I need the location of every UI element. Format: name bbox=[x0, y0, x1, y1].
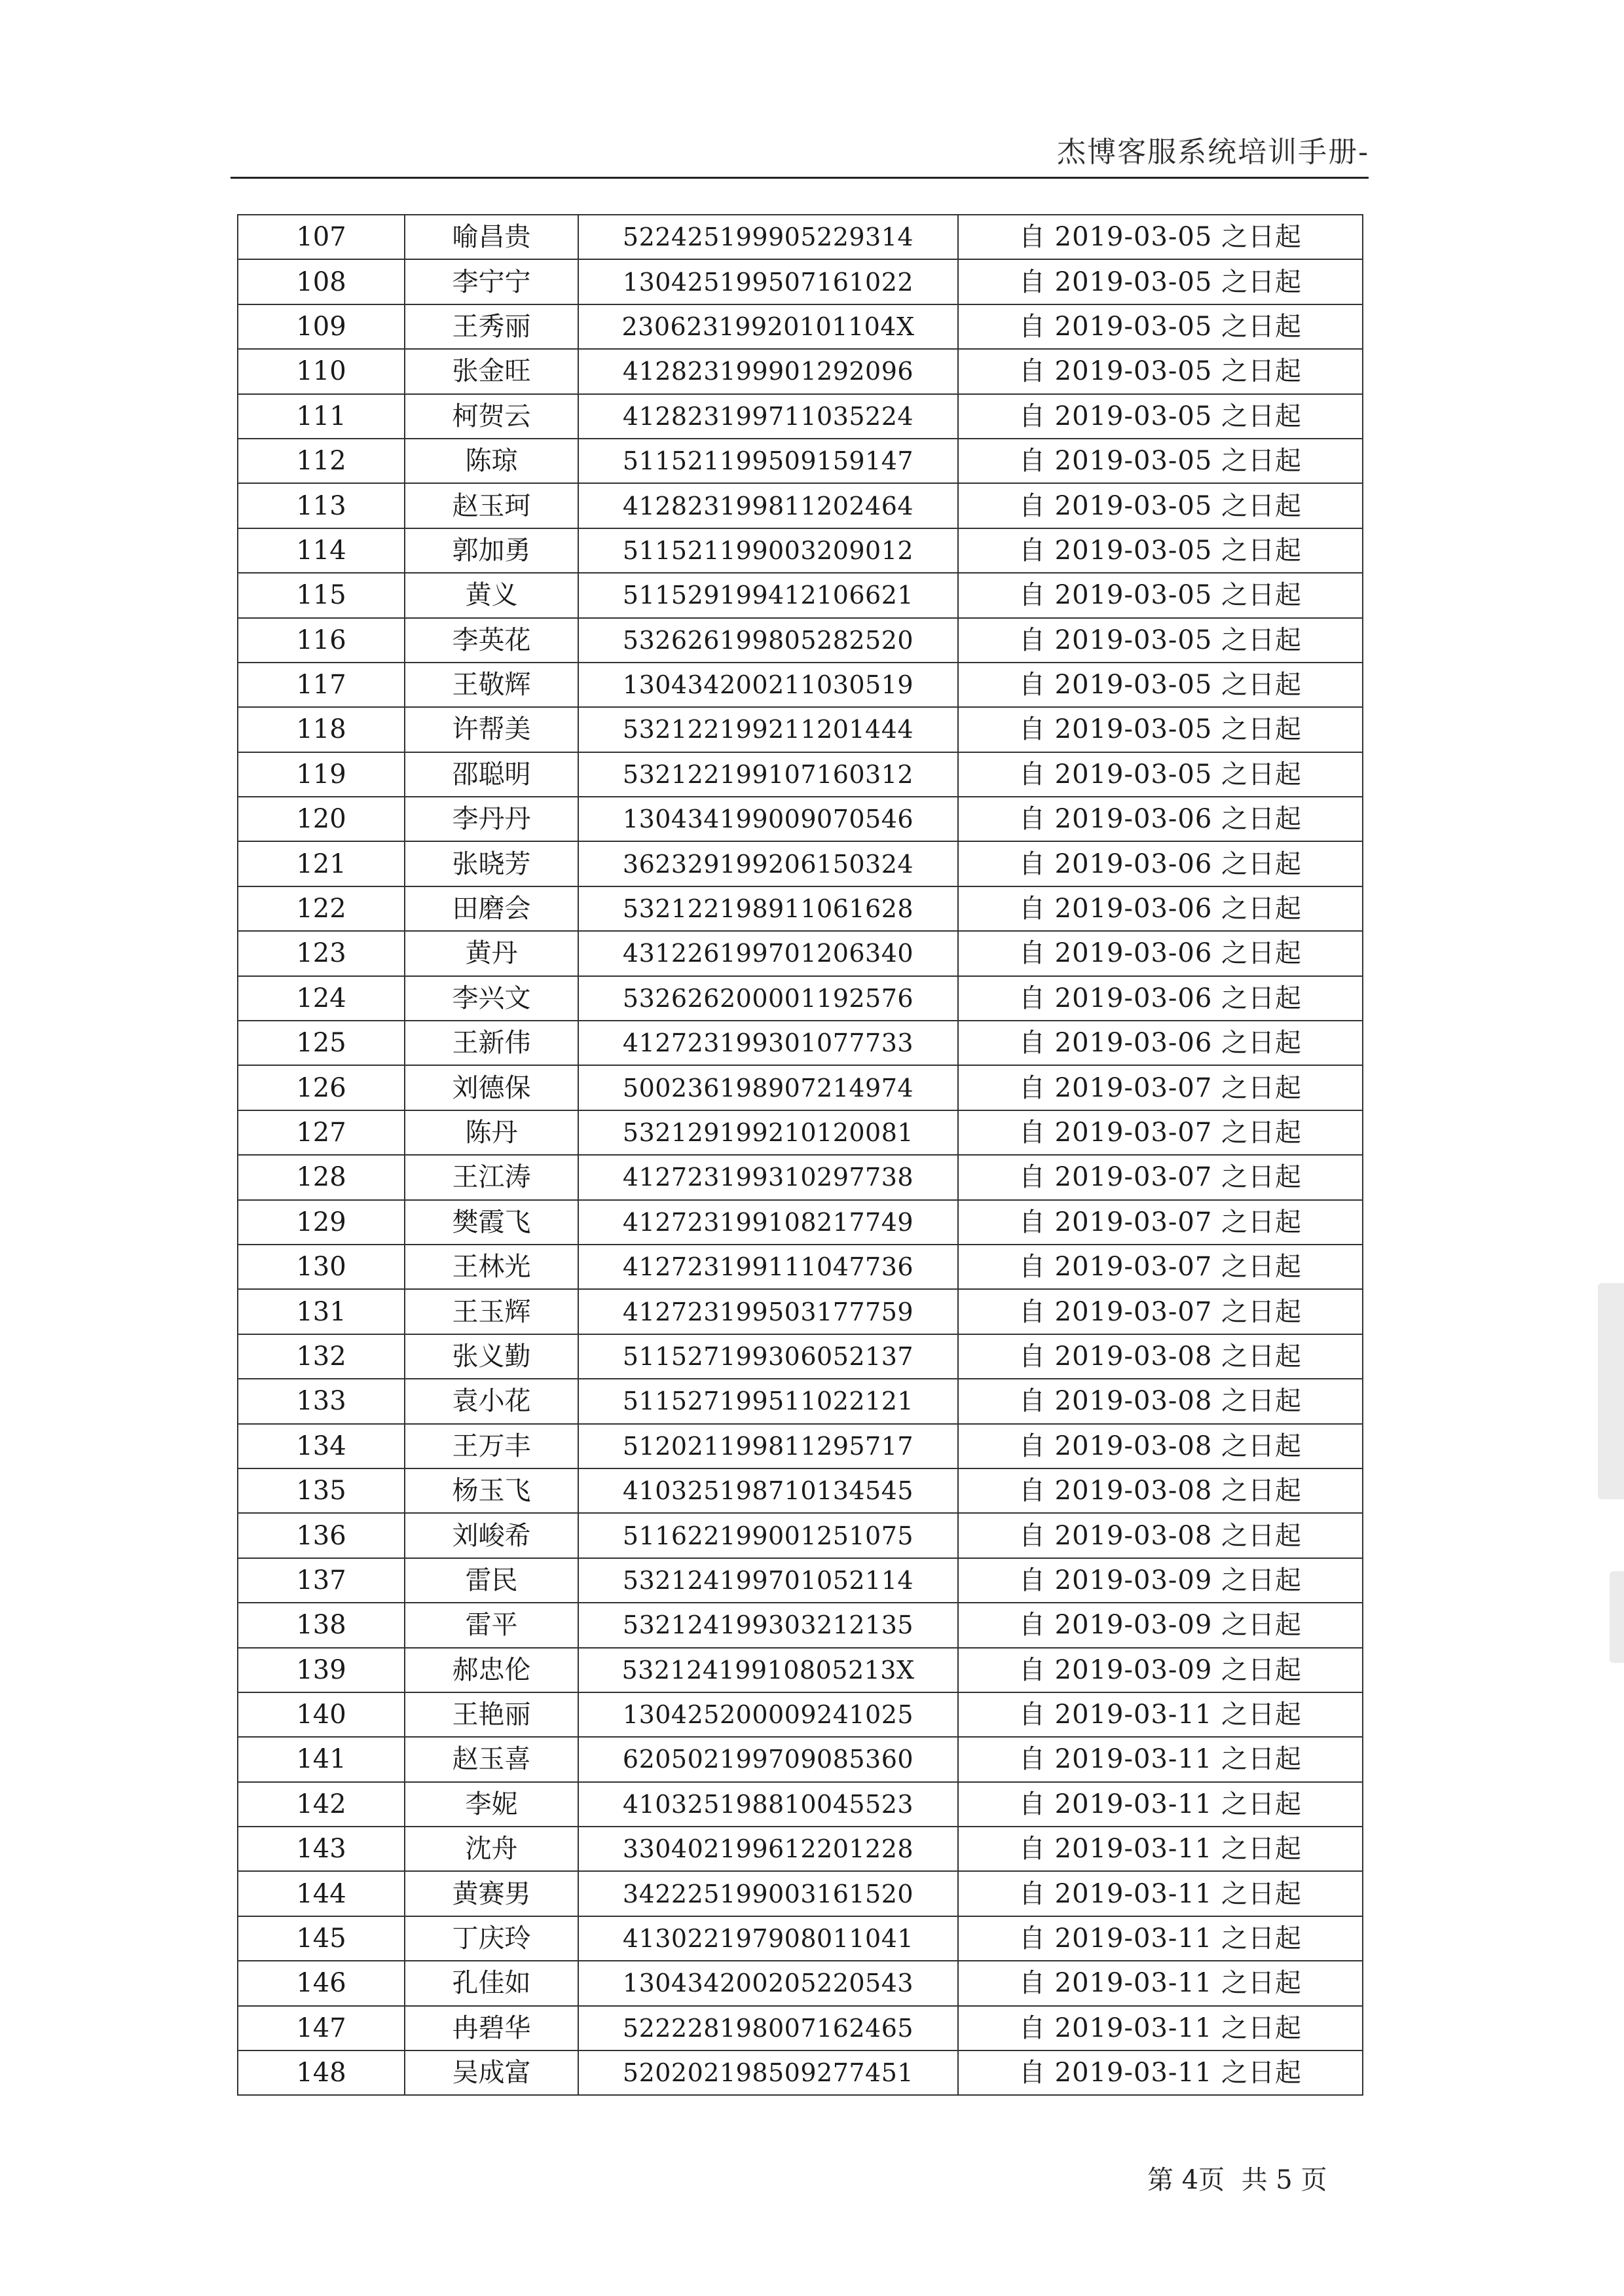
id-number-cell: 410325198810045523 bbox=[578, 1782, 958, 1827]
name-cell: 李英花 bbox=[405, 618, 578, 663]
id-number-cell: 511521199003209012 bbox=[578, 528, 958, 573]
start-date-cell: 自 2019-03-06 之日起 bbox=[958, 886, 1363, 931]
name-cell: 王玉辉 bbox=[405, 1289, 578, 1334]
name-cell: 冉碧华 bbox=[405, 2006, 578, 2050]
row-number-cell: 127 bbox=[238, 1110, 405, 1155]
id-number-cell: 412823199811202464 bbox=[578, 483, 958, 528]
table-row bbox=[238, 931, 1363, 975]
row-number-cell: 142 bbox=[238, 1782, 405, 1827]
start-date-cell: 自 2019-03-05 之日起 bbox=[958, 394, 1363, 439]
id-number-cell: 532129199210120081 bbox=[578, 1110, 958, 1155]
table-row bbox=[238, 528, 1363, 573]
id-number-cell: 23062319920101104X bbox=[578, 304, 958, 349]
name-cell: 喻昌贵 bbox=[405, 215, 578, 259]
row-number-cell: 145 bbox=[238, 1916, 405, 1961]
table-row bbox=[238, 1603, 1363, 1647]
start-date-cell: 自 2019-03-09 之日起 bbox=[958, 1603, 1363, 1647]
name-cell: 许帮美 bbox=[405, 707, 578, 752]
start-date-cell: 自 2019-03-08 之日起 bbox=[958, 1468, 1363, 1513]
id-number-cell: 410325198710134545 bbox=[578, 1468, 958, 1513]
start-date-cell: 自 2019-03-11 之日起 bbox=[958, 1737, 1363, 1781]
name-cell: 张晓芳 bbox=[405, 841, 578, 886]
row-number-cell: 117 bbox=[238, 663, 405, 707]
name-cell: 樊霞飞 bbox=[405, 1200, 578, 1245]
name-cell: 沈舟 bbox=[405, 1827, 578, 1871]
start-date-cell: 自 2019-03-11 之日起 bbox=[958, 1782, 1363, 1827]
name-cell: 黄赛男 bbox=[405, 1871, 578, 1916]
table-row bbox=[238, 1424, 1363, 1468]
row-number-cell: 144 bbox=[238, 1871, 405, 1916]
table-row bbox=[238, 1648, 1363, 1692]
table-row bbox=[238, 259, 1363, 304]
table-row bbox=[238, 1021, 1363, 1065]
name-cell: 陈丹 bbox=[405, 1110, 578, 1155]
row-number-cell: 133 bbox=[238, 1379, 405, 1423]
document-title: 杰博客服系统培训手册- bbox=[1057, 136, 1369, 169]
row-number-cell: 122 bbox=[238, 886, 405, 931]
name-cell: 刘峻希 bbox=[405, 1513, 578, 1558]
table-row bbox=[238, 483, 1363, 528]
start-date-cell: 自 2019-03-06 之日起 bbox=[958, 976, 1363, 1021]
table-row bbox=[238, 1513, 1363, 1558]
id-number-cell: 412723199301077733 bbox=[578, 1021, 958, 1065]
id-number-cell: 412723199503177759 bbox=[578, 1289, 958, 1334]
table-row bbox=[238, 215, 1363, 259]
id-number-cell: 342225199003161520 bbox=[578, 1871, 958, 1916]
name-cell: 黄义 bbox=[405, 573, 578, 617]
id-number-cell: 532122198911061628 bbox=[578, 886, 958, 931]
start-date-cell: 自 2019-03-06 之日起 bbox=[958, 797, 1363, 841]
row-number-cell: 129 bbox=[238, 1200, 405, 1245]
table-row bbox=[238, 349, 1363, 393]
row-number-cell: 148 bbox=[238, 2050, 405, 2095]
id-number-cell: 130434200211030519 bbox=[578, 663, 958, 707]
start-date-cell: 自 2019-03-11 之日起 bbox=[958, 2006, 1363, 2050]
table-row bbox=[238, 663, 1363, 707]
id-number-cell: 412723199111047736 bbox=[578, 1245, 958, 1289]
table-row bbox=[238, 1468, 1363, 1513]
name-cell: 王万丰 bbox=[405, 1424, 578, 1468]
table-row bbox=[238, 2050, 1363, 2095]
name-cell: 李丹丹 bbox=[405, 797, 578, 841]
table-row bbox=[238, 1065, 1363, 1110]
row-number-cell: 124 bbox=[238, 976, 405, 1021]
id-number-cell: 413022197908011041 bbox=[578, 1916, 958, 1961]
id-number-cell: 522425199905229314 bbox=[578, 215, 958, 259]
table-row bbox=[238, 618, 1363, 663]
name-cell: 田磨会 bbox=[405, 886, 578, 931]
row-number-cell: 111 bbox=[238, 394, 405, 439]
row-number-cell: 118 bbox=[238, 707, 405, 752]
header-divider bbox=[231, 177, 1369, 179]
row-number-cell: 121 bbox=[238, 841, 405, 886]
start-date-cell: 自 2019-03-08 之日起 bbox=[958, 1379, 1363, 1423]
name-cell: 王敬辉 bbox=[405, 663, 578, 707]
table-row bbox=[238, 1827, 1363, 1871]
start-date-cell: 自 2019-03-11 之日起 bbox=[958, 1871, 1363, 1916]
name-cell: 赵玉珂 bbox=[405, 483, 578, 528]
id-number-cell: 511529199412106621 bbox=[578, 573, 958, 617]
start-date-cell: 自 2019-03-05 之日起 bbox=[958, 752, 1363, 797]
start-date-cell: 自 2019-03-05 之日起 bbox=[958, 439, 1363, 483]
start-date-cell: 自 2019-03-11 之日起 bbox=[958, 1916, 1363, 1961]
start-date-cell: 自 2019-03-07 之日起 bbox=[958, 1155, 1363, 1199]
name-cell: 吴成富 bbox=[405, 2050, 578, 2095]
start-date-cell: 自 2019-03-08 之日起 bbox=[958, 1513, 1363, 1558]
row-number-cell: 140 bbox=[238, 1692, 405, 1737]
name-cell: 邵聪明 bbox=[405, 752, 578, 797]
id-number-cell: 412723199310297738 bbox=[578, 1155, 958, 1199]
table-row bbox=[238, 1782, 1363, 1827]
start-date-cell: 自 2019-03-07 之日起 bbox=[958, 1110, 1363, 1155]
id-number-cell: 500236198907214974 bbox=[578, 1065, 958, 1110]
start-date-cell: 自 2019-03-07 之日起 bbox=[958, 1245, 1363, 1289]
name-cell: 王林光 bbox=[405, 1245, 578, 1289]
table-row bbox=[238, 1961, 1363, 2005]
name-cell: 杨玉飞 bbox=[405, 1468, 578, 1513]
row-number-cell: 125 bbox=[238, 1021, 405, 1065]
scan-artifact bbox=[1610, 1571, 1624, 1663]
name-cell: 张金旺 bbox=[405, 349, 578, 393]
row-number-cell: 130 bbox=[238, 1245, 405, 1289]
name-cell: 雷民 bbox=[405, 1558, 578, 1603]
row-number-cell: 132 bbox=[238, 1334, 405, 1379]
name-cell: 王秀丽 bbox=[405, 304, 578, 349]
id-number-cell: 412823199711035224 bbox=[578, 394, 958, 439]
row-number-cell: 135 bbox=[238, 1468, 405, 1513]
name-cell: 柯贺云 bbox=[405, 394, 578, 439]
table-row bbox=[238, 1155, 1363, 1199]
table-row bbox=[238, 1916, 1363, 1961]
name-cell: 王艳丽 bbox=[405, 1692, 578, 1737]
id-number-cell: 532124199701052114 bbox=[578, 1558, 958, 1603]
start-date-cell: 自 2019-03-05 之日起 bbox=[958, 663, 1363, 707]
table-row bbox=[238, 976, 1363, 1021]
name-cell: 王新伟 bbox=[405, 1021, 578, 1065]
id-number-cell: 520202198509277451 bbox=[578, 2050, 958, 2095]
row-number-cell: 136 bbox=[238, 1513, 405, 1558]
start-date-cell: 自 2019-03-05 之日起 bbox=[958, 707, 1363, 752]
id-number-cell: 130425199507161022 bbox=[578, 259, 958, 304]
id-number-cell: 130425200009241025 bbox=[578, 1692, 958, 1737]
table-row bbox=[238, 841, 1363, 886]
row-number-cell: 126 bbox=[238, 1065, 405, 1110]
row-number-cell: 114 bbox=[238, 528, 405, 573]
start-date-cell: 自 2019-03-06 之日起 bbox=[958, 841, 1363, 886]
id-number-cell: 532626200001192576 bbox=[578, 976, 958, 1021]
row-number-cell: 119 bbox=[238, 752, 405, 797]
start-date-cell: 自 2019-03-08 之日起 bbox=[958, 1334, 1363, 1379]
table-row bbox=[238, 394, 1363, 439]
table-row bbox=[238, 886, 1363, 931]
table-row bbox=[238, 2006, 1363, 2050]
table-row bbox=[238, 304, 1363, 349]
id-number-cell: 412823199901292096 bbox=[578, 349, 958, 393]
name-cell: 雷平 bbox=[405, 1603, 578, 1647]
table-row bbox=[238, 439, 1363, 483]
start-date-cell: 自 2019-03-05 之日起 bbox=[958, 349, 1363, 393]
start-date-cell: 自 2019-03-07 之日起 bbox=[958, 1289, 1363, 1334]
page-number: 第 4页 共 5 页 bbox=[1147, 2165, 1327, 2195]
id-number-cell: 511521199509159147 bbox=[578, 439, 958, 483]
id-number-cell: 330402199612201228 bbox=[578, 1827, 958, 1871]
id-number-cell: 130434199009070546 bbox=[578, 797, 958, 841]
row-number-cell: 147 bbox=[238, 2006, 405, 2050]
row-number-cell: 123 bbox=[238, 931, 405, 975]
name-cell: 郭加勇 bbox=[405, 528, 578, 573]
row-number-cell: 146 bbox=[238, 1961, 405, 2005]
row-number-cell: 108 bbox=[238, 259, 405, 304]
row-number-cell: 107 bbox=[238, 215, 405, 259]
table-row bbox=[238, 1289, 1363, 1334]
name-cell: 赵玉喜 bbox=[405, 1737, 578, 1781]
start-date-cell: 自 2019-03-05 之日起 bbox=[958, 215, 1363, 259]
start-date-cell: 自 2019-03-05 之日起 bbox=[958, 573, 1363, 617]
id-number-cell: 53212419910805213X bbox=[578, 1648, 958, 1692]
row-number-cell: 128 bbox=[238, 1155, 405, 1199]
row-number-cell: 143 bbox=[238, 1827, 405, 1871]
id-number-cell: 532122199211201444 bbox=[578, 707, 958, 752]
row-number-cell: 110 bbox=[238, 349, 405, 393]
start-date-cell: 自 2019-03-09 之日起 bbox=[958, 1648, 1363, 1692]
id-number-cell: 532122199107160312 bbox=[578, 752, 958, 797]
start-date-cell: 自 2019-03-11 之日起 bbox=[958, 2050, 1363, 2095]
start-date-cell: 自 2019-03-11 之日起 bbox=[958, 1827, 1363, 1871]
row-number-cell: 137 bbox=[238, 1558, 405, 1603]
table-row bbox=[238, 573, 1363, 617]
id-number-cell: 532626199805282520 bbox=[578, 618, 958, 663]
table-row bbox=[238, 1871, 1363, 1916]
name-cell: 张义勤 bbox=[405, 1334, 578, 1379]
row-number-cell: 138 bbox=[238, 1603, 405, 1647]
table-row bbox=[238, 1334, 1363, 1379]
name-cell: 李兴文 bbox=[405, 976, 578, 1021]
id-number-cell: 512021199811295717 bbox=[578, 1424, 958, 1468]
name-cell: 李宁宁 bbox=[405, 259, 578, 304]
name-cell: 陈琼 bbox=[405, 439, 578, 483]
start-date-cell: 自 2019-03-08 之日起 bbox=[958, 1424, 1363, 1468]
start-date-cell: 自 2019-03-07 之日起 bbox=[958, 1065, 1363, 1110]
id-number-cell: 412723199108217749 bbox=[578, 1200, 958, 1245]
start-date-cell: 自 2019-03-06 之日起 bbox=[958, 1021, 1363, 1065]
scan-artifact bbox=[1598, 1283, 1624, 1499]
table-row bbox=[238, 752, 1363, 797]
table-row bbox=[238, 1245, 1363, 1289]
start-date-cell: 自 2019-03-06 之日起 bbox=[958, 931, 1363, 975]
row-number-cell: 113 bbox=[238, 483, 405, 528]
name-cell: 孔佳如 bbox=[405, 1961, 578, 2005]
row-number-cell: 139 bbox=[238, 1648, 405, 1692]
start-date-cell: 自 2019-03-05 之日起 bbox=[958, 618, 1363, 663]
trainee-register-table bbox=[237, 214, 1363, 2096]
id-number-cell: 532124199303212135 bbox=[578, 1603, 958, 1647]
start-date-cell: 自 2019-03-05 之日起 bbox=[958, 259, 1363, 304]
row-number-cell: 116 bbox=[238, 618, 405, 663]
start-date-cell: 自 2019-03-11 之日起 bbox=[958, 1961, 1363, 2005]
table-row bbox=[238, 1692, 1363, 1737]
table-row bbox=[238, 707, 1363, 752]
id-number-cell: 511527199306052137 bbox=[578, 1334, 958, 1379]
start-date-cell: 自 2019-03-05 之日起 bbox=[958, 528, 1363, 573]
table-row bbox=[238, 1200, 1363, 1245]
start-date-cell: 自 2019-03-05 之日起 bbox=[958, 483, 1363, 528]
id-number-cell: 362329199206150324 bbox=[578, 841, 958, 886]
id-number-cell: 620502199709085360 bbox=[578, 1737, 958, 1781]
row-number-cell: 134 bbox=[238, 1424, 405, 1468]
id-number-cell: 511622199001251075 bbox=[578, 1513, 958, 1558]
table-row bbox=[238, 1737, 1363, 1781]
table-row bbox=[238, 1558, 1363, 1603]
row-number-cell: 141 bbox=[238, 1737, 405, 1781]
name-cell: 袁小花 bbox=[405, 1379, 578, 1423]
id-number-cell: 522228198007162465 bbox=[578, 2006, 958, 2050]
name-cell: 王江涛 bbox=[405, 1155, 578, 1199]
name-cell: 丁庆玲 bbox=[405, 1916, 578, 1961]
start-date-cell: 自 2019-03-11 之日起 bbox=[958, 1692, 1363, 1737]
name-cell: 黄丹 bbox=[405, 931, 578, 975]
start-date-cell: 自 2019-03-07 之日起 bbox=[958, 1200, 1363, 1245]
name-cell: 郝忠伦 bbox=[405, 1648, 578, 1692]
row-number-cell: 112 bbox=[238, 439, 405, 483]
id-number-cell: 511527199511022121 bbox=[578, 1379, 958, 1423]
start-date-cell: 自 2019-03-05 之日起 bbox=[958, 304, 1363, 349]
row-number-cell: 115 bbox=[238, 573, 405, 617]
table-row bbox=[238, 1110, 1363, 1155]
row-number-cell: 109 bbox=[238, 304, 405, 349]
row-number-cell: 120 bbox=[238, 797, 405, 841]
row-number-cell: 131 bbox=[238, 1289, 405, 1334]
table-body bbox=[238, 215, 1363, 2095]
start-date-cell: 自 2019-03-09 之日起 bbox=[958, 1558, 1363, 1603]
id-number-cell: 130434200205220543 bbox=[578, 1961, 958, 2005]
name-cell: 刘德保 bbox=[405, 1065, 578, 1110]
id-number-cell: 431226199701206340 bbox=[578, 931, 958, 975]
table-row bbox=[238, 797, 1363, 841]
table-row bbox=[238, 1379, 1363, 1423]
name-cell: 李妮 bbox=[405, 1782, 578, 1827]
